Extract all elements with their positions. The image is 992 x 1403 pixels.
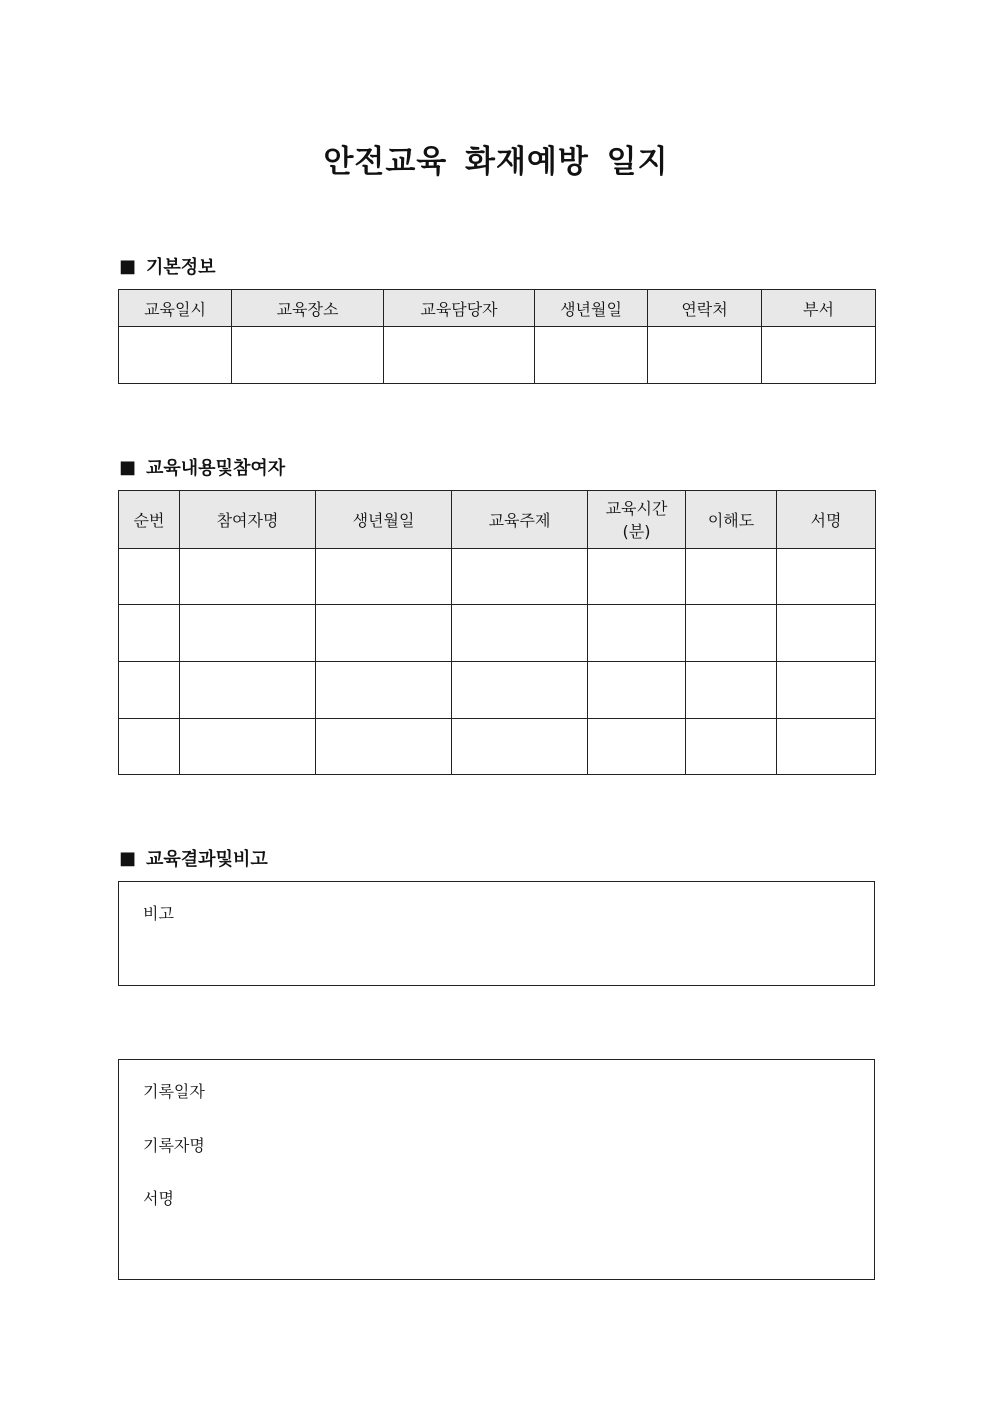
remarks-box[interactable] [118,881,875,986]
number-cell[interactable] [119,605,180,662]
department-cell[interactable] [762,327,876,384]
column-header-duration: 교육시간(분) [588,491,686,549]
topic-cell[interactable] [452,605,588,662]
signature-cell[interactable] [777,719,876,775]
education-datetime-cell[interactable] [119,327,232,384]
section-results-title: 교육결과및비고 [146,849,268,870]
birthdate-cell[interactable] [316,719,452,775]
participant-name-cell[interactable] [180,605,316,662]
signature-cell[interactable] [777,605,876,662]
understanding-cell[interactable] [686,719,777,775]
table-row [119,549,876,605]
page-title: 안전교육 화재예방 일지 [323,144,669,180]
column-header-understanding: 이해도 [686,491,777,549]
section-basic-info-heading [119,253,216,279]
duration-cell[interactable] [588,549,686,605]
signature-cell[interactable] [777,549,876,605]
table-row [119,719,876,775]
table-row [119,327,876,384]
birthdate-cell[interactable] [316,605,452,662]
duration-cell[interactable] [588,719,686,775]
participant-name-cell[interactable] [180,662,316,719]
record-box[interactable] [118,1059,875,1280]
column-header-participant-name: 참여자명 [180,491,316,549]
table-row [119,662,876,719]
column-header-topic: 교육주제 [452,491,588,549]
square-bullet-icon: ■ [119,255,137,277]
duration-cell[interactable] [588,662,686,719]
duration-cell[interactable] [588,605,686,662]
record-date-label: 기록일자 [143,1082,205,1101]
understanding-cell[interactable] [686,549,777,605]
contact-cell[interactable] [648,327,762,384]
topic-cell[interactable] [452,719,588,775]
column-header-education-place: 교육장소 [232,290,384,327]
signature-cell[interactable] [777,662,876,719]
section-participants-heading [119,454,285,480]
participants-table [118,490,876,775]
table-row [119,605,876,662]
number-cell[interactable] [119,719,180,775]
birthdate-cell[interactable] [316,662,452,719]
number-cell[interactable] [119,549,180,605]
section-basic-info-title: 기본정보 [146,257,216,278]
participant-name-cell[interactable] [180,719,316,775]
birthdate-cell[interactable] [535,327,648,384]
understanding-cell[interactable] [686,662,777,719]
column-header-signature: 서명 [777,491,876,549]
section-results-heading [119,845,268,871]
column-header-birthdate: 생년월일 [535,290,648,327]
topic-cell[interactable] [452,549,588,605]
signature-label: 서명 [143,1189,174,1208]
understanding-cell[interactable] [686,605,777,662]
recorder-name-label: 기록자명 [143,1136,205,1155]
square-bullet-icon: ■ [119,847,137,869]
column-header-department: 부서 [762,290,876,327]
column-header-number: 순번 [119,491,180,549]
column-header-birthdate: 생년월일 [316,491,452,549]
education-manager-cell[interactable] [384,327,535,384]
number-cell[interactable] [119,662,180,719]
basic-info-table [118,289,876,384]
column-header-contact: 연락처 [648,290,762,327]
birthdate-cell[interactable] [316,549,452,605]
column-header-education-datetime: 교육일시 [119,290,232,327]
section-participants-title: 교육내용및참여자 [146,458,286,479]
participant-name-cell[interactable] [180,549,316,605]
square-bullet-icon: ■ [119,456,137,478]
remarks-label: 비고 [143,904,174,923]
column-header-education-manager: 교육담당자 [384,290,535,327]
topic-cell[interactable] [452,662,588,719]
education-place-cell[interactable] [232,327,384,384]
